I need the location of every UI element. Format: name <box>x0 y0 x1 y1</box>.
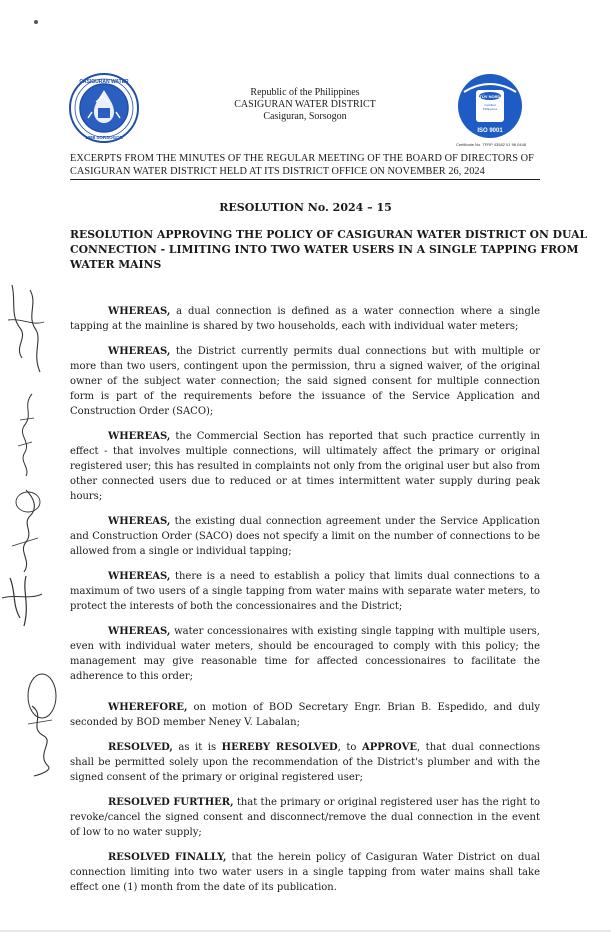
para-bold: APPROVE <box>361 742 417 753</box>
whereas-paragraph <box>70 569 540 614</box>
para-text: water concessionaires with existing single tapping with multiple users, even with individual water meters, should be encouraged to comply with this policy; the management may give reasonable time for affected concessionaires to facilitate the adherence to this order; <box>70 626 540 682</box>
resolved-paragraph <box>70 740 540 785</box>
svg-text:ISO 9001: ISO 9001 <box>477 128 503 134</box>
para-lead-suffix: , <box>166 431 171 442</box>
para-text: there is a need to establish a policy that limits dual connections to a maximum of two users of a single tapping from water mains with separate water meters, to protect the interests of both the concessionaires and the District; <box>70 571 540 612</box>
para-lead-suffix: , <box>183 702 188 713</box>
resolution-number: RESOLUTION No. 2024 – 15 <box>219 201 392 214</box>
para-lead: RESOLVED <box>108 742 170 753</box>
whereas-paragraph <box>70 624 540 684</box>
title-line-2: CONNECTION - LIMITING INTO TWO WATER USERS IN A SINGLE TAPPING FROM <box>70 243 579 256</box>
para-text: the District currently permits dual connections but with multiple or more than two users, contingent upon the permission, thru a signed waiver, of the original owner of the subject water connection; the said signed consent for multiple connection form is part of the requirements before the issuance of the Service Application and Construction Order (SACO); <box>70 346 540 417</box>
resolved-further-paragraph <box>70 795 540 840</box>
title-line-3: WATER MAINS <box>70 258 162 271</box>
signature-1 <box>2 280 52 390</box>
para-lead: WHEREAS <box>108 626 167 637</box>
para-text: that the herein policy of Casiguran Water District on dual connection limiting into two water users in a single tapping from water mains shall take effect one (1) month from the date of its publication. <box>70 852 540 893</box>
para-text: that the primary or original registered user has the right to revoke/cancel the signed consent and disconnect/remove the dual connection in the event of low to no water supply; <box>70 797 541 838</box>
para-lead: WHEREAS <box>108 571 167 582</box>
iso-certification-logo <box>456 72 524 140</box>
letterhead <box>190 87 420 123</box>
para-lead: WHEREAS <box>108 346 167 357</box>
letterhead-address: Casiguran, Sorsogon <box>263 111 347 122</box>
para-lead-suffix: , <box>166 516 171 527</box>
para-lead: WHEREFORE <box>108 702 184 713</box>
whereas-paragraph <box>70 514 540 559</box>
para-lead: RESOLVED FURTHER <box>108 797 231 808</box>
whereas-paragraph <box>70 429 540 504</box>
svg-text:Philippines: Philippines <box>482 107 498 111</box>
para-lead: WHEREAS <box>108 431 167 442</box>
para-lead-suffix: , <box>230 797 234 808</box>
para-lead-suffix: , <box>169 742 173 753</box>
whereas-paragraph <box>70 304 540 334</box>
letterhead-republic: Republic of the Philippines <box>250 87 360 98</box>
signature-3 <box>4 486 48 578</box>
svg-text:CASIGURAN WATER: CASIGURAN WATER <box>79 79 129 85</box>
excerpt-line-1: EXCERPTS FROM THE MINUTES OF THE REGULAR MEETING OF THE BOARD OF DIRECTORS OF <box>70 153 534 164</box>
para-text: on motion of BOD Secretary Engr. Brian B. Espedido, and duly seconded by BOD member Neney V. Labalan; <box>70 702 540 728</box>
para-lead-suffix: , <box>166 306 171 317</box>
para-text: the existing dual connection agreement under the Service Application and Construction Order (SACO) does not specify a limit on the number of connections to be allowed from a single or individual tapping; <box>70 516 540 557</box>
header-divider <box>70 179 540 180</box>
page-bottom-edge <box>0 930 611 932</box>
para-bold: HEREBY RESOLVED <box>221 742 338 753</box>
signature-2 <box>14 390 40 480</box>
signature-5 <box>22 666 62 778</box>
para-text: a dual connection is defined as a water connection where a single tapping at the mainline is shared by two households, each with individual water meters; <box>70 306 540 332</box>
signature-4 <box>0 574 44 634</box>
wherefore-paragraph <box>70 700 540 730</box>
resolution-title <box>70 227 588 272</box>
minutes-excerpt-heading <box>70 152 542 178</box>
para-lead-suffix: , <box>223 852 227 863</box>
para-text: as it is <box>172 742 222 753</box>
scan-speck <box>34 20 38 24</box>
district-seal-logo <box>68 72 140 144</box>
para-lead: WHEREAS <box>108 516 167 527</box>
para-lead-suffix: , <box>166 626 171 637</box>
title-line-1: RESOLUTION APPROVING THE POLICY OF CASIGURAN WATER DISTRICT ON DUAL <box>70 228 588 241</box>
para-lead-suffix: , <box>166 346 171 357</box>
whereas-paragraph <box>70 344 540 419</box>
svg-text:1988 SORSOGON: 1988 SORSOGON <box>85 135 123 140</box>
para-text: , to <box>337 742 362 753</box>
resolved-finally-paragraph <box>70 850 540 895</box>
para-lead: WHEREAS <box>108 306 167 317</box>
svg-text:Certified: Certified <box>484 103 496 107</box>
para-text: , that dual connections shall be permitted solely upon the recommendation of the District's plumber and with the signed consent of the primary or original registered user; <box>70 742 540 783</box>
svg-text:TÜV NORD: TÜV NORD <box>479 94 501 99</box>
certificate-number: Certificate No. TFRP 43582 01 96 0448 <box>455 142 527 147</box>
para-lead-suffix: , <box>166 571 171 582</box>
excerpt-line-2: CASIGURAN WATER DISTRICT HELD AT ITS DISTRICT OFFICE ON NOVEMBER 26, 2024 <box>70 166 485 177</box>
para-text: the Commercial Section has reported that such practice currently in effect - that involves multiple connections, will ultimately affect the primary or original registered user; this has resulted in complaints not only from the original user but also from other connected users due to reduced or at times intermittent water supply during peak hours; <box>70 431 540 502</box>
letterhead-district-name: CASIGURAN WATER DISTRICT <box>234 99 376 110</box>
resolution-body <box>70 304 540 905</box>
para-lead: RESOLVED FINALLY <box>108 852 223 863</box>
